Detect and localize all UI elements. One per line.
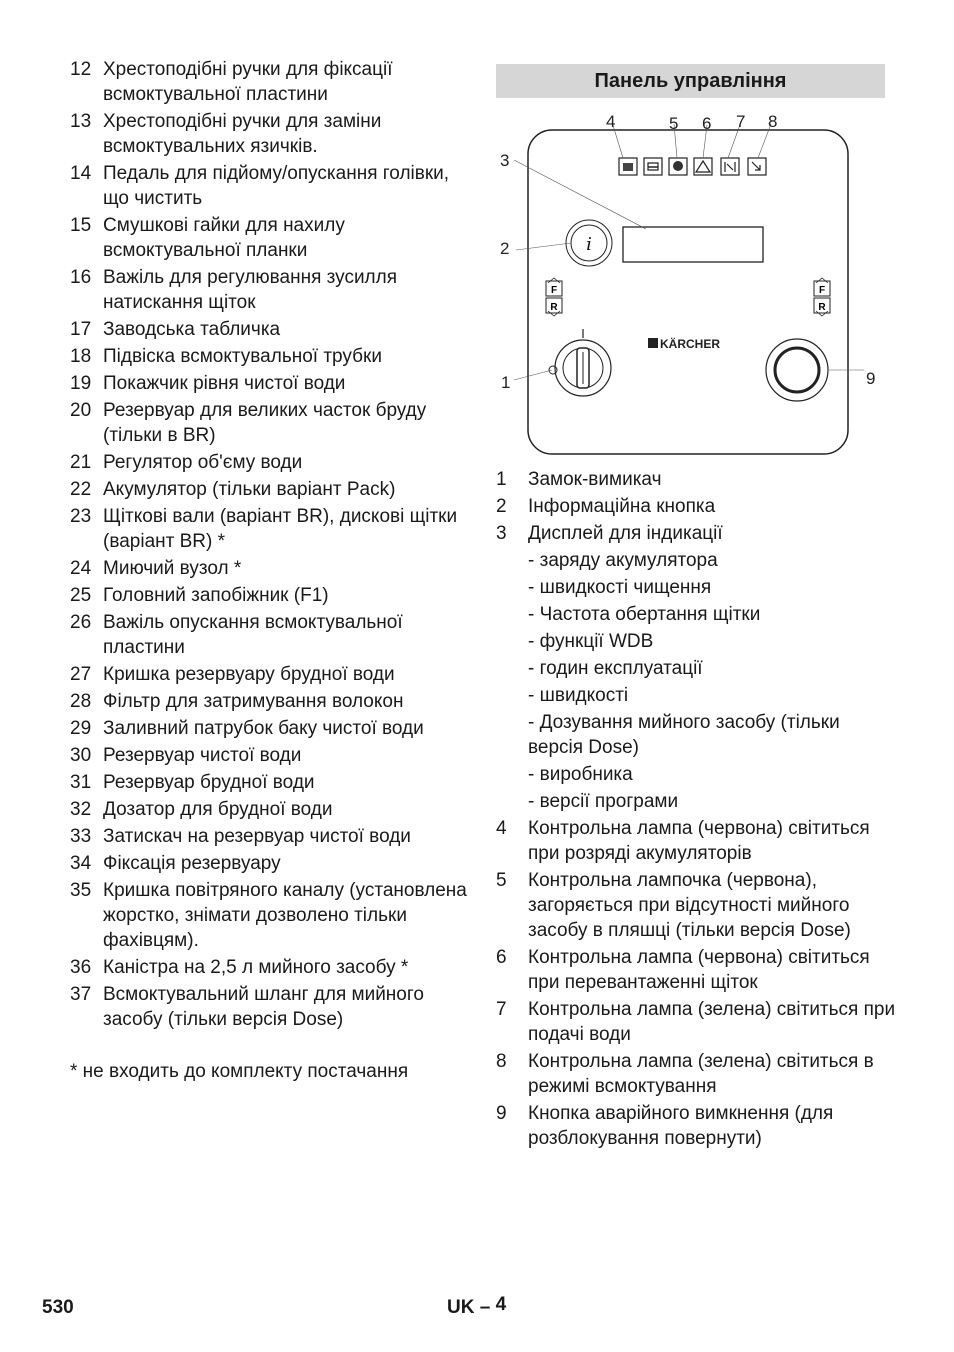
list-item (70, 161, 470, 211)
item-number: 12 (70, 59, 92, 80)
item-number: 9 (496, 1103, 507, 1124)
list-item (70, 317, 470, 342)
item-text: Важіль для регулювання зусилля натискання щіток (103, 267, 398, 313)
callout-9: 9 (866, 369, 876, 388)
list-item (496, 816, 896, 866)
item-text: Всмоктувальний шланг для мийного засобу (тільки версія Dose) (103, 984, 424, 1030)
left-reverse-button[interactable]: R (550, 302, 558, 313)
item-text: Смушкові гайки для нахилу всмоктувальної планки (103, 215, 345, 261)
list-item (70, 57, 470, 107)
item-text: Кришка резервуару брудної води (103, 664, 395, 685)
item-text: Щіткові вали (варіант BR), дискові щітки (варіант BR) * (103, 506, 458, 552)
list-item (496, 1049, 896, 1099)
callout-7: 7 (736, 112, 746, 131)
callout-8: 8 (768, 112, 778, 131)
list-item (496, 1101, 896, 1151)
item-number: 19 (70, 373, 92, 394)
list-item (70, 265, 470, 315)
right-column (496, 64, 896, 1153)
item-number: 17 (70, 319, 92, 340)
item-number: 34 (70, 853, 92, 874)
list-item (496, 997, 896, 1047)
item-text: Підвіска всмоктувальної трубки (103, 346, 382, 367)
list-item (70, 797, 470, 822)
item-text: Хрестоподібні ручки для заміни всмоктувальних язичків. (103, 111, 382, 157)
item-number: 21 (70, 452, 92, 473)
list-item (70, 450, 470, 475)
callout-1: 1 (501, 373, 511, 392)
display-sub-item: - версії програми (528, 791, 679, 812)
list-item (70, 824, 470, 849)
item-text: Фіксація резервуару (103, 853, 281, 874)
item-text: Затискач на резервуар чистої води (103, 826, 411, 847)
item-number: 5 (496, 870, 507, 891)
item-number: 31 (70, 772, 92, 793)
item-text: Резервуар чистої води (103, 745, 302, 766)
item-number: 37 (70, 984, 92, 1005)
item-number: 22 (70, 479, 92, 500)
list-item (70, 851, 470, 876)
control-panel-diagram (496, 112, 885, 457)
item-text: Контрольна лампа (червона) світиться при розряді акумуляторів (528, 818, 870, 864)
section-title: Панель управління (496, 64, 885, 98)
callout-6: 6 (702, 114, 712, 133)
list-item: 2 Інформаційна кнопка (496, 496, 716, 517)
item-text: Педаль для підйому/опускання голівки, що чистить (103, 163, 450, 209)
callout-2: 2 (500, 239, 510, 258)
display-sub-item: - функції WDB (528, 631, 654, 652)
item-text: Резервуар для великих часток бруду (тільки в BR) (103, 400, 427, 446)
list-item (70, 955, 470, 980)
display-sub-item: - виробника (528, 764, 633, 785)
display-sub-item: - заряду акумулятора (528, 550, 718, 571)
item-text: Миючий вузол * (103, 558, 242, 579)
item-text: Резервуар брудної води (103, 772, 315, 793)
display-sub-item: - Дозування мийного засобу (тільки версія Dose) (528, 712, 840, 758)
item-number: 26 (70, 612, 92, 633)
display-sub-item: - Частота обертання щітки (528, 604, 761, 625)
item-text: Регулятор об'єму води (103, 452, 303, 473)
item-text: Контрольна лампочка (червона), загоряється при відсутності мийного засобу в пляшці (тільки версія Dose) (528, 870, 851, 941)
list-item (70, 556, 470, 581)
item-text: Заливний патрубок баку чистої води (103, 718, 424, 739)
list-item (70, 344, 470, 369)
callout-3: 3 (500, 151, 510, 170)
list-item (70, 583, 470, 608)
item-number: 7 (496, 999, 507, 1020)
list-item (70, 689, 470, 714)
item-number: 27 (70, 664, 92, 685)
list-item (70, 109, 470, 159)
display-sub-item: - годин експлуатації (528, 658, 703, 679)
list-item (70, 743, 470, 768)
list-item (70, 982, 470, 1032)
list-item (70, 610, 470, 660)
item-number: 16 (70, 267, 92, 288)
item-number: 6 (496, 947, 507, 968)
item-number: 32 (70, 799, 92, 820)
callout-5: 5 (669, 114, 679, 133)
item-number: 20 (70, 400, 92, 421)
list-item (70, 878, 470, 953)
item-text: Кнопка аварійного вимкнення (для розблокування повернути) (528, 1103, 834, 1149)
list-item (496, 945, 896, 995)
item-number: 23 (70, 506, 92, 527)
item-text: Контрольна лампа (зелена) світиться в режимі всмоктування (528, 1051, 874, 1097)
list-item (70, 213, 470, 263)
item-number: 13 (70, 111, 92, 132)
control-panel-legend (496, 467, 896, 1151)
item-text: Контрольна лампа (зелена) світиться при подачі води (528, 999, 896, 1045)
list-item: 1 Замок-вимикач (496, 469, 662, 490)
right-forward-button[interactable]: F (818, 285, 826, 296)
list-item (70, 716, 470, 741)
item-number: 25 (70, 585, 92, 606)
callout-4: 4 (606, 112, 616, 131)
item-number: 29 (70, 718, 92, 739)
item-text: Хрестоподібні ручки для фіксації всмоктувальної пластини (103, 59, 393, 105)
display-sub-item: - швидкості чищення (528, 577, 712, 598)
list-item (70, 662, 470, 687)
item-number: 36 (70, 957, 92, 978)
list-item (70, 398, 470, 448)
list-item (496, 868, 896, 943)
right-reverse-button[interactable]: R (818, 302, 826, 313)
item-number: 18 (70, 346, 92, 367)
info-icon: i (586, 234, 592, 255)
panel-outline (528, 130, 848, 454)
item-text: Важіль опускання всмоктувальної пластини (103, 612, 403, 658)
item-text: Головний запобіжник (F1) (103, 585, 329, 606)
item-number: 30 (70, 745, 92, 766)
item-text: Акумулятор (тільки варіант Pack) (103, 479, 396, 500)
item-number: 4 (496, 818, 507, 839)
item-number: 14 (70, 163, 92, 184)
item-text: Каністра на 2,5 л мийного засобу * (103, 957, 409, 978)
item-text: Дозатор для брудної води (103, 799, 333, 820)
item-number: 33 (70, 826, 92, 847)
svg-text:KÄRCHER: KÄRCHER (660, 337, 720, 351)
item-text: Заводська табличка (103, 319, 281, 340)
left-parts-list (70, 57, 470, 1084)
left-forward-button[interactable]: F (550, 285, 558, 296)
display-screen (623, 227, 763, 262)
item-number: 8 (496, 1051, 507, 1072)
item-text: Фільтр для затримування волокон (103, 691, 404, 712)
item-number: 24 (70, 558, 92, 579)
display-sub-item: - швидкості (528, 685, 629, 706)
item-text: Контрольна лампа (червона) світиться при перевантаженні щіток (528, 947, 870, 993)
list-item: 3 Дисплей для індикації (496, 523, 723, 544)
item-number: 15 (70, 215, 92, 236)
item-text: Кришка повітряного каналу (установлена жорстко, знімати дозволено тільки фахівцям). (103, 880, 467, 951)
item-number: 28 (70, 691, 92, 712)
list-item (70, 770, 470, 795)
list-item (70, 371, 470, 396)
page-number: 530 (42, 1297, 74, 1318)
list-item (70, 477, 470, 502)
control-panel-figure (496, 112, 885, 457)
page-language-marker: UK – 4 (447, 1294, 507, 1318)
footnote: * не входить до комплекту постачання (70, 1061, 409, 1082)
item-number: 35 (70, 880, 92, 901)
list-item (70, 504, 470, 554)
item-text: Покажчик рівня чистої води (103, 373, 346, 394)
